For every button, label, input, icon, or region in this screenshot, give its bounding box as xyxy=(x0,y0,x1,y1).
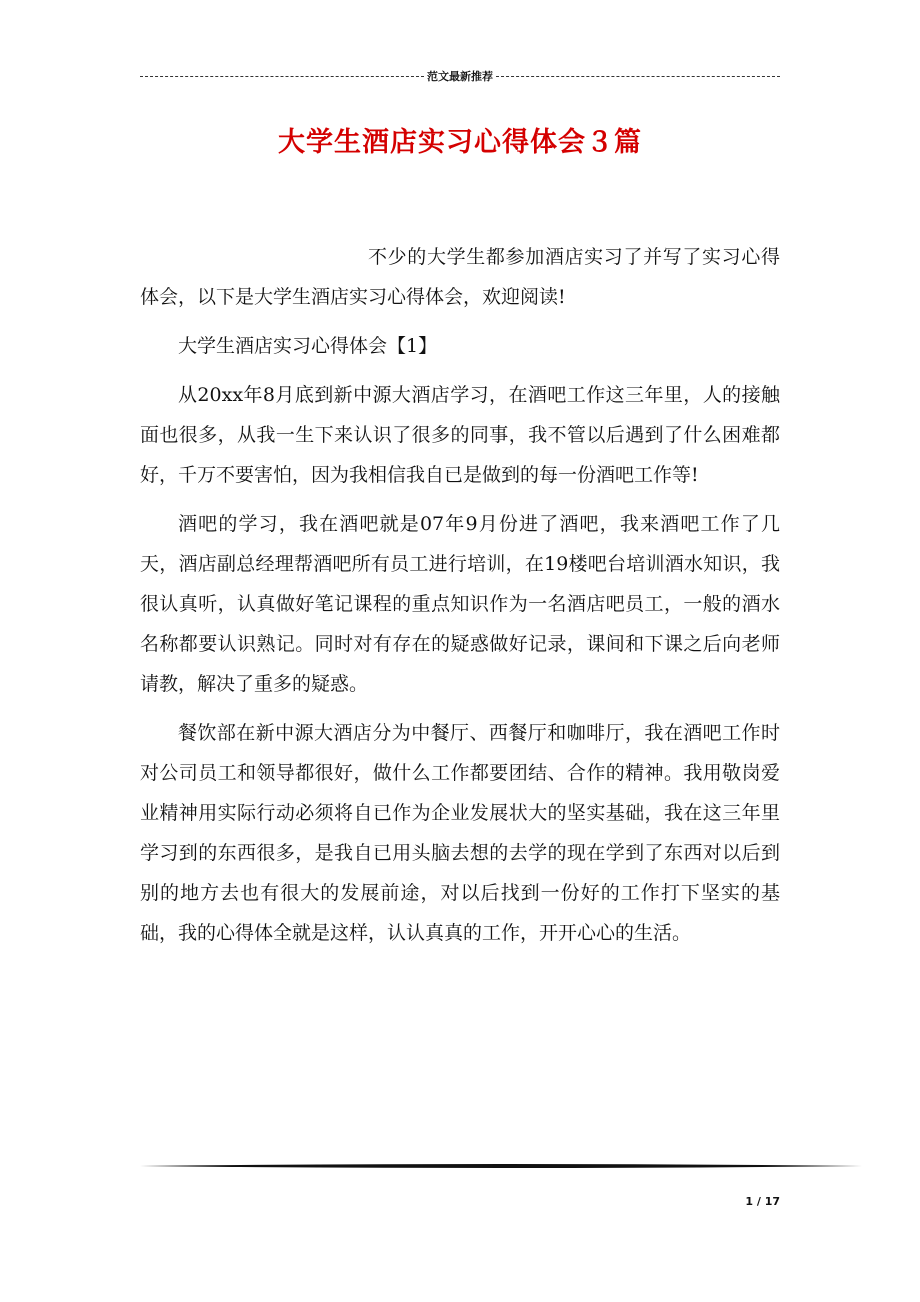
page-header xyxy=(140,66,780,86)
footer-rule-graphic xyxy=(140,1163,862,1169)
page-number: 1 / 17 xyxy=(745,1195,780,1208)
document-title: 大学生酒店实习心得体会３篇 xyxy=(278,127,642,158)
section-heading: 大学生酒店实习心得体会【1】 xyxy=(178,335,438,357)
intro-paragraph: 不少的大学生都参加酒店实习了并写了实习心得体会，以下是大学生酒店实习心得体会，欢迎阅读! xyxy=(140,246,780,308)
body-paragraph: 酒吧的学习，我在酒吧就是07年9月份进了酒吧，我来酒吧工作了几天，酒店副总经理帮酒吧所有员工进行培训，在19楼吧台培训酒水知识，我很认真听，认真做好笔记课程的重点知识作为一名酒店吧员工，一般的酒水名称都要认识熟记。同时对有存在的疑惑做好记录，课间和下课之后向老师请教，解决了重多的疑惑。 xyxy=(140,513,780,695)
header-dash-left xyxy=(140,76,424,77)
document-body xyxy=(140,237,780,962)
header-label: 范文最新推荐 xyxy=(427,70,493,83)
body-paragraph: 餐饮部在新中源大酒店分为中餐厅、西餐厅和咖啡厅，我在酒吧工作时对公司员工和领导都很好，做什么工作都要团结、合作的精神。我用敬岗爱业精神用实际行动必须将自已作为企业发展状大的坚实基础，我在这三年里学习到的东西很多，是我自已用头脑去想的去学的现在学到了东西对以后到别的地方去也有很大的发展前途，对以后找到一份好的工作打下坚实的基础，我的心得体全就是这样，认认真真的工作，开开心心的生活。 xyxy=(140,722,780,944)
header-dash-right xyxy=(496,76,780,77)
body-paragraph: 从20xx年8月底到新中源大酒店学习，在酒吧工作这三年里，人的接触面也很多，从我一生下来认识了很多的同事，我不管以后遇到了什么困难都好，千万不要害怕，因为我相信我自已是做到的每一份酒吧工作等! xyxy=(140,384,780,486)
footer-rule xyxy=(140,1163,862,1169)
